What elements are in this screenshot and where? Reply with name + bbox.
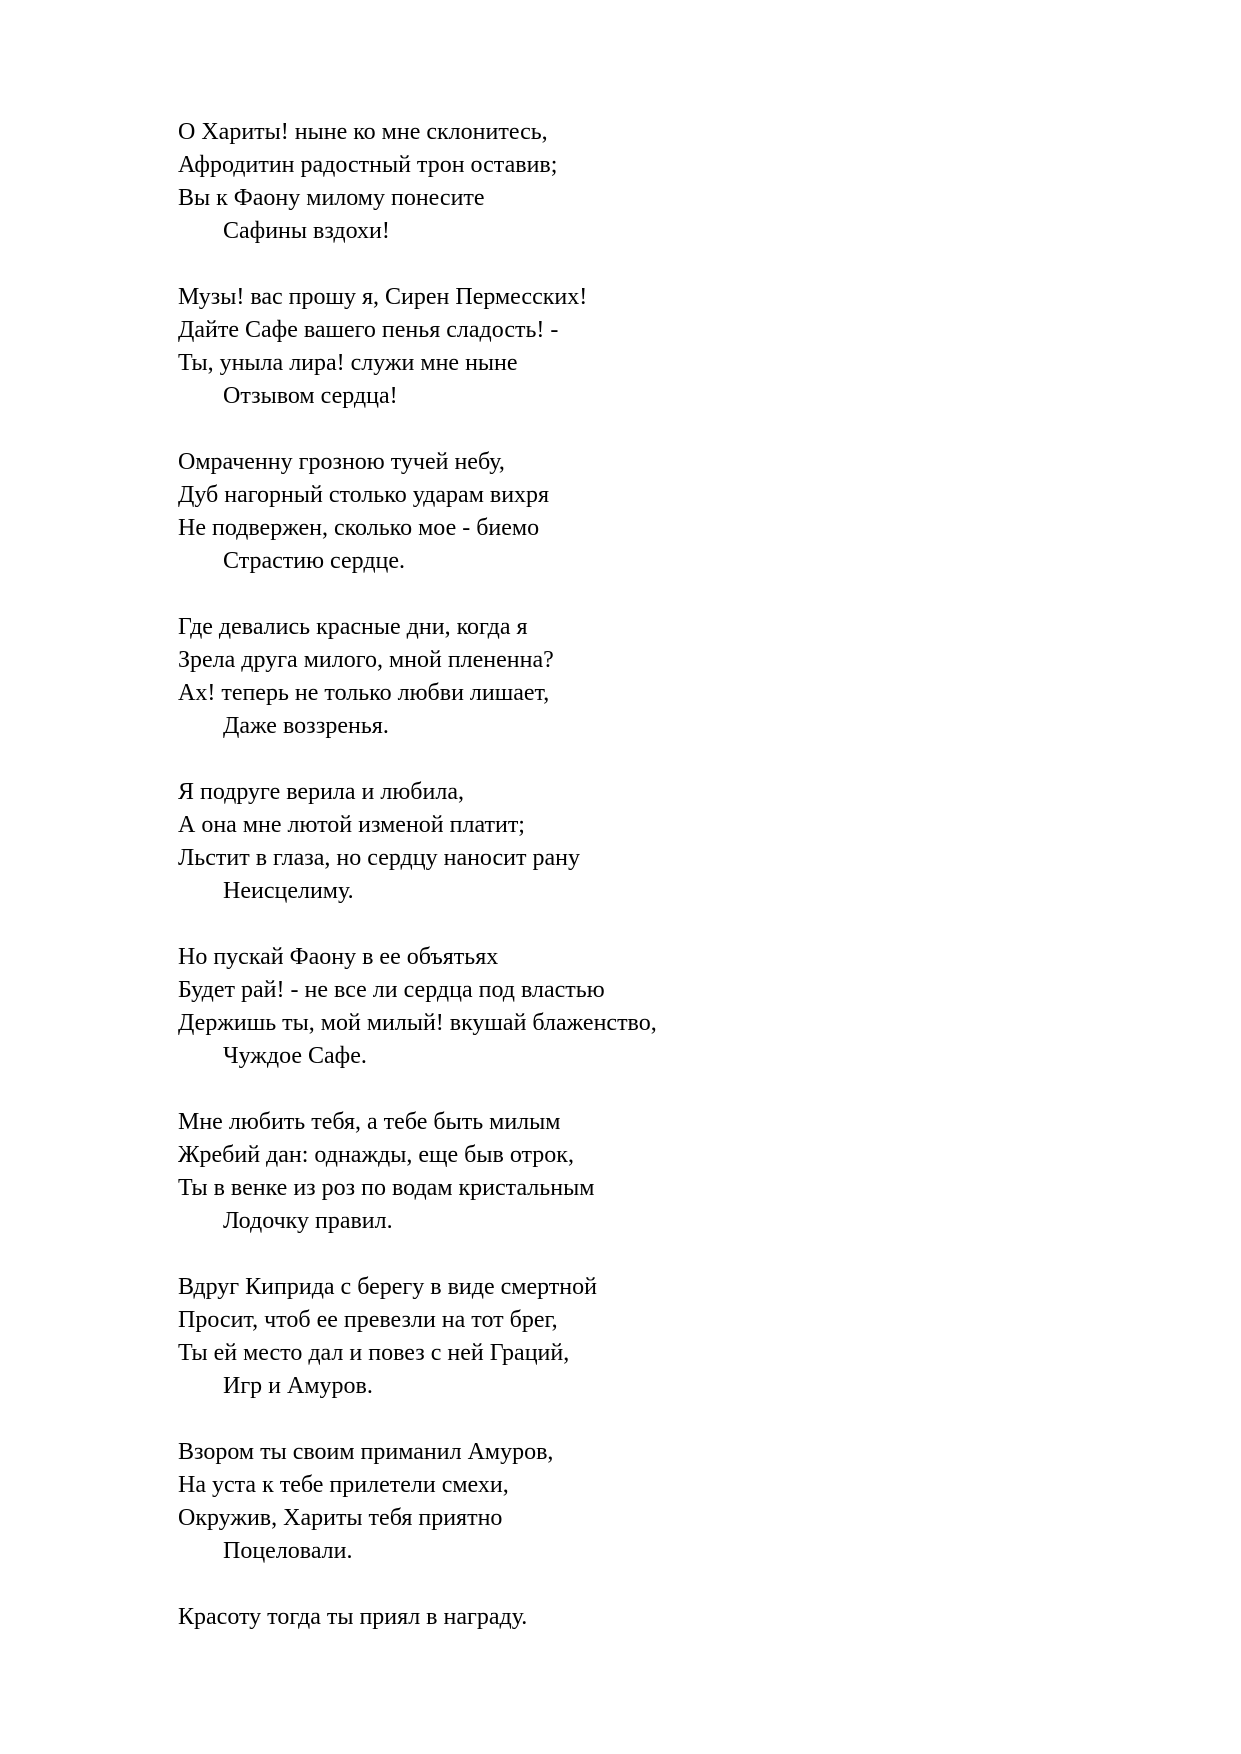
poem-line: Вы к Фаону милому понесите [178, 185, 485, 211]
poem-line-adonic: Даже воззренья. [223, 713, 389, 739]
poem-line: Музы! вас прошу я, Сирен Пермесских! [178, 284, 588, 310]
poem-line: О Хариты! ныне ко мне склонитесь, [178, 119, 548, 145]
stanza-4 [178, 611, 1078, 743]
poem-line: Ах! теперь не только любви лишает, [178, 680, 550, 706]
poem-line: Ты ей место дал и повез с ней Граций, [178, 1340, 570, 1366]
stanza-1 [178, 116, 1078, 248]
poem-line: Зрела друга милого, мной плененна? [178, 647, 554, 673]
poem-line: А она мне лютой изменой платит; [178, 812, 525, 838]
poem-line: Я подруге верила и любила, [178, 779, 464, 805]
poem-line: Держишь ты, мой милый! вкушай блаженство, [178, 1010, 657, 1036]
poem-line-adonic: Страстию сердце. [223, 548, 406, 574]
poem-line: Ты, уныла лира! служи мне ныне [178, 350, 518, 376]
poem-line: Дуб нагорный столько ударам вихря [178, 482, 550, 508]
stanza-10 [178, 1601, 1078, 1634]
stanza-6 [178, 941, 1078, 1073]
stanza-5 [178, 776, 1078, 908]
poem-line: Где девались красные дни, когда я [178, 614, 528, 640]
stanza-7 [178, 1106, 1078, 1238]
poem-line-adonic: Чуждое Сафе. [223, 1043, 367, 1069]
poem-line-adonic: Неисцелиму. [223, 878, 354, 904]
stanza-8 [178, 1271, 1078, 1403]
poem-line: Будет рай! - не все ли сердца под властью [178, 977, 605, 1003]
poem-line: Льстит в глаза, но сердцу наносит рану [178, 845, 581, 871]
poem-line: На уста к тебе прилетели смехи, [178, 1472, 509, 1498]
poem-line: Дайте Сафе вашего пенья сладость! - [178, 317, 559, 343]
poem-line: Взором ты своим приманил Амуров, [178, 1439, 554, 1465]
poem-line: Мне любить тебя, а тебе быть милым [178, 1109, 561, 1135]
poem-line-adonic: Лодочку правил. [223, 1208, 393, 1234]
poem-line-adonic: Отзывом сердца! [223, 383, 398, 409]
poem-line: Ты в венке из роз по водам кристальным [178, 1175, 595, 1201]
poem-line: Просит, чтоб ее превезли на тот брег, [178, 1307, 558, 1333]
poem-line: Афродитин радостный трон оставив; [178, 152, 558, 178]
poem-line: Жребий дан: однажды, еще быв отрок, [178, 1142, 574, 1168]
poem-line: Омраченну грозною тучей небу, [178, 449, 505, 475]
poem-line: Окружив, Хариты тебя приятно [178, 1505, 503, 1531]
poem-line: Красоту тогда ты приял в награду. [178, 1604, 528, 1630]
stanza-2 [178, 281, 1078, 413]
poem-line-adonic: Сафины вздохи! [223, 218, 390, 244]
poem-text [178, 116, 1078, 1667]
poem-line-adonic: Поцеловали. [223, 1538, 353, 1564]
poem-line-adonic: Игр и Амуров. [223, 1373, 373, 1399]
stanza-3 [178, 446, 1078, 578]
poem-line: Но пускай Фаону в ее объятьях [178, 944, 499, 970]
stanza-9 [178, 1436, 1078, 1568]
poem-line: Вдруг Киприда с берегу в виде смертной [178, 1274, 597, 1300]
poem-line: Не подвержен, сколько мое - биемо [178, 515, 540, 541]
